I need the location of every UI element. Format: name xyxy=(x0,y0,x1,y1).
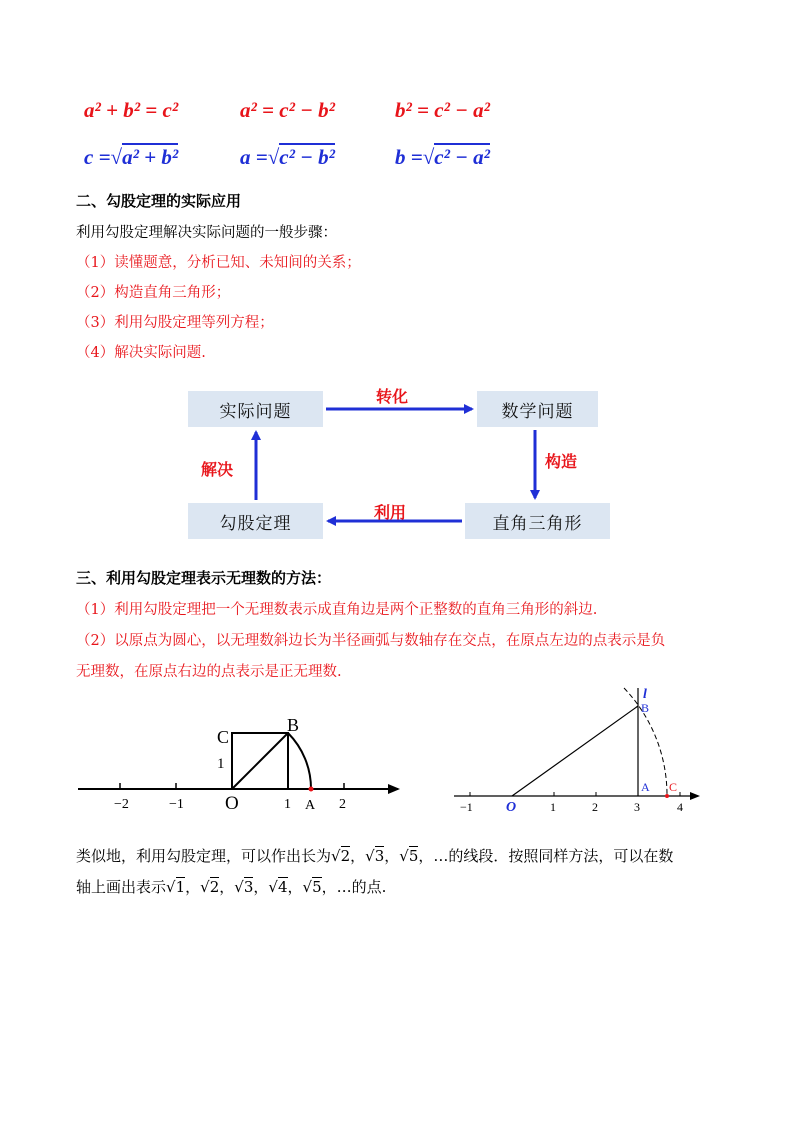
root-3: √3 xyxy=(365,847,385,865)
figure-number-line-square xyxy=(70,705,410,815)
formula-b-root: b =√c² − a² xyxy=(395,145,490,169)
section3-title: 三、利用勾股定理表示无理数的方法： xyxy=(76,569,332,587)
diagonal-OB xyxy=(232,733,288,789)
conclusion-line2: 轴上画出表示√1，√2，√3，√4，√5，…的点. xyxy=(76,878,387,896)
formula-c-root: c =√a² + b² xyxy=(84,145,179,169)
tick-label-O: O xyxy=(225,793,239,814)
figure-right-triangle-axis xyxy=(448,684,708,824)
root-2: √2 xyxy=(331,847,351,865)
tick2-label-O: O xyxy=(506,800,517,815)
section2-title: 二、勾股定理的实际应用 xyxy=(76,192,242,210)
label-solve: 解决 xyxy=(201,460,234,479)
root-5: √5 xyxy=(399,847,419,865)
root2-2: √2 xyxy=(200,878,220,896)
tick2-label-1: 1 xyxy=(550,800,556,814)
tick2-label-m1: −1 xyxy=(460,800,473,814)
label-A2: A xyxy=(641,780,650,794)
tick-label-m2: −2 xyxy=(114,797,129,812)
root2-3: √3 xyxy=(234,878,254,896)
label-C: C xyxy=(217,727,230,747)
root2-4: √4 xyxy=(268,878,288,896)
hypotenuse-OB xyxy=(512,706,638,796)
section3-p1: （1）利用勾股定理把一个无理数表示成直角边是两个正整数的直角三角形的斜边. xyxy=(76,602,598,618)
formula-pythagoras: a² + b² = c² xyxy=(84,98,179,122)
point-A xyxy=(309,787,314,792)
tick-label-A: A xyxy=(305,798,316,813)
box-pythagorean-theorem: 勾股定理 xyxy=(188,503,323,539)
label-side-1: 1 xyxy=(217,756,225,772)
tick-label-m1: −1 xyxy=(169,797,184,812)
arc-OB xyxy=(288,733,311,789)
step-2: （2）构造直角三角形； xyxy=(76,285,231,301)
box-math-problem: 数学问题 xyxy=(477,391,598,427)
label-construct: 构造 xyxy=(545,452,578,471)
label-B: B xyxy=(287,715,300,735)
step-4: （4）解决实际问题. xyxy=(76,345,206,361)
root2-1: √1 xyxy=(166,878,186,896)
label-B2: B xyxy=(641,701,650,715)
tick-label-2: 2 xyxy=(339,797,346,812)
box-right-triangle: 直角三角形 xyxy=(465,503,610,539)
section2-intro: 利用勾股定理解决实际问题的一般步骤： xyxy=(76,225,337,241)
step-1: （1）读懂题意，分析已知、未知间的关系； xyxy=(76,255,361,271)
label-convert: 转化 xyxy=(376,387,409,406)
root2-5: √5 xyxy=(302,878,322,896)
point-C xyxy=(665,794,669,798)
box-actual-problem: 实际问题 xyxy=(188,391,323,427)
label-use: 利用 xyxy=(374,503,407,522)
section3-p2a: （2）以原点为圆心，以无理数斜边长为半径画弧与数轴存在交点，在原点左边的点表示是负 xyxy=(76,633,666,649)
tick2-label-3: 3 xyxy=(634,800,640,814)
step-3: （3）利用勾股定理等列方程； xyxy=(76,315,274,331)
formula-a-squared: a² = c² − b² xyxy=(240,98,335,122)
conclusion-line1: 类似地，利用勾股定理，可以作出长为√2，√3，√5，…的线段．按照同样方法，可以在数 xyxy=(76,847,674,865)
formula-b-squared: b² = c² − a² xyxy=(395,98,490,122)
section3-p2b: 无理数，在原点右边的点表示是正无理数. xyxy=(76,664,342,680)
label-l: l xyxy=(643,687,647,702)
tick2-label-4: 4 xyxy=(677,800,683,814)
label-C2: C xyxy=(669,780,678,794)
tick2-label-2: 2 xyxy=(592,800,598,814)
formula-a-root: a =√c² − b² xyxy=(240,145,335,169)
tick-label-1: 1 xyxy=(284,797,291,812)
